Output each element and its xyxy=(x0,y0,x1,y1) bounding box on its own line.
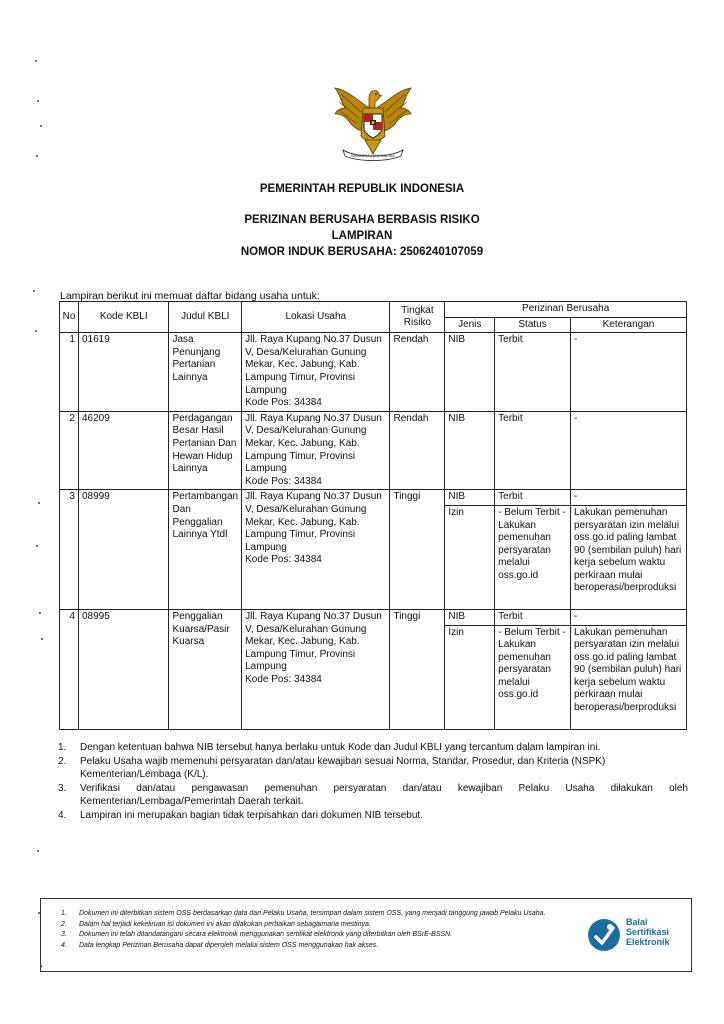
cell-judul: Penggalian Kuarsa/Pasir Kuarsa xyxy=(169,609,242,729)
cell-jenis: NIB xyxy=(445,490,495,506)
footer-note-number: 2. xyxy=(61,920,67,928)
scan-speckle xyxy=(38,912,40,914)
note-item xyxy=(58,782,688,808)
scan-speckle xyxy=(40,125,42,127)
footer-note-number: 4. xyxy=(61,941,67,949)
cell-judul: Pertambangan Dan Penggalian Lainnya Ytdl xyxy=(169,490,242,610)
cell-lokasi xyxy=(242,490,390,610)
col-header-kode: Kode KBLI xyxy=(78,302,169,333)
scan-speckle xyxy=(37,850,39,852)
cell-no: 1 xyxy=(60,333,79,412)
col-header-no: No xyxy=(60,302,79,333)
cell-judul: Jasa Penunjang Pertanian Lainnya xyxy=(169,333,242,412)
cell-status: Terbit xyxy=(495,490,571,506)
cell-risiko: Tinggi xyxy=(390,490,445,610)
bsre-logo xyxy=(586,913,686,957)
bsre-line3: Elektronik xyxy=(626,937,670,947)
note-number: 3. xyxy=(58,783,67,794)
cell-keterangan: - xyxy=(571,490,687,506)
footer-note xyxy=(61,909,591,920)
cell-jenis: NIB xyxy=(445,333,495,412)
lokasi-kodepos: Kode Pos: 34384 xyxy=(245,475,322,487)
lokasi-kodepos: Kode Pos: 34384 xyxy=(245,673,322,685)
footer-note-number: 3. xyxy=(61,931,67,938)
cell-keterangan: - xyxy=(571,333,687,412)
lokasi-address: Jll. Raya Kupang No.37 Dusun V, Desa/Kelurahan Gunung Mekar, Kec. Jabung, Kab. Lampung Timur, Provinsi Lampung xyxy=(245,610,382,673)
footer-notes xyxy=(61,909,591,951)
cell-jenis: Izin xyxy=(445,625,495,729)
note-text: Pelaku Usaha wajib memenuhi persyaratan dan/atau kewajiban sesuai Norma, Standar, Prosedur, dan Kriteria (NSPK) Kementerian/Lembaga (K/L). xyxy=(80,756,606,780)
note-number: 4. xyxy=(58,810,67,821)
scan-speckle xyxy=(36,155,38,157)
footer-note xyxy=(61,920,591,931)
col-header-perizinan: Perizinan Berusaha xyxy=(445,302,687,318)
note-text: Verifikasi dan/atau pengawasan pemenuhan persyaratan dan/atau kewajiban Pelaku Usaha dilakukan oleh xyxy=(80,783,688,794)
note-item xyxy=(58,741,688,754)
garuda-emblem xyxy=(331,80,415,166)
note-number: 1. xyxy=(58,742,67,753)
cell-risiko: Rendah xyxy=(390,411,445,490)
table-row xyxy=(60,609,687,625)
header-nib: NOMOR INDUK BERUSAHA: 2506240107059 xyxy=(240,246,484,258)
note-item xyxy=(58,755,688,781)
table-row xyxy=(60,333,687,412)
scan-speckle xyxy=(39,612,41,614)
cell-kode: 01619 xyxy=(78,333,169,412)
footer-note-text: Data lengkap Perizinan Berusaha dapat diperoleh melalui sistem OSS menggunakan hak akses. xyxy=(79,941,379,949)
header-lampiran: LAMPIRAN xyxy=(331,230,393,242)
scan-speckle xyxy=(36,545,38,547)
intro-text: Lampiran berikut ini memuat daftar bidang usaha untuk: xyxy=(60,290,320,302)
cell-status: Terbit xyxy=(495,609,571,625)
note-text-continued: Kementerian/Lembaga/Pemerintah Daerah terkait. xyxy=(80,796,304,807)
table-row xyxy=(60,490,687,506)
header-title: PERIZINAN BERUSAHA BERBASIS RISIKO xyxy=(244,214,480,226)
cell-kode: 08999 xyxy=(78,490,169,610)
cell-jenis: Izin xyxy=(445,505,495,609)
bsre-line2: Sertifikasi xyxy=(626,927,670,937)
footer-note xyxy=(61,941,591,952)
emblem-ribbon-text: BHINNEKA TUNGGAL IKA xyxy=(351,154,395,158)
cell-lokasi xyxy=(242,609,390,729)
scan-speckle xyxy=(33,290,35,292)
bsre-line1: Balai xyxy=(626,917,648,927)
scan-speckle xyxy=(38,502,40,504)
cell-judul: Perdagangan Besar Hasil Pertanian Dan Hewan Hidup Lainnya xyxy=(169,411,242,490)
scan-speckle xyxy=(40,965,42,967)
note-item xyxy=(58,809,688,822)
note-number: 2. xyxy=(58,756,67,767)
cell-status: - Belum Terbit - Lakukan pemenuhan persyaratan melalui oss.go.id xyxy=(495,625,571,729)
header-government: PEMERINTAH REPUBLIK INDONESIA xyxy=(259,183,465,195)
cell-lokasi xyxy=(242,411,390,490)
cell-jenis: NIB xyxy=(445,609,495,625)
cell-keterangan: - xyxy=(571,609,687,625)
scan-speckle xyxy=(37,100,39,102)
cell-no: 2 xyxy=(60,411,79,490)
cell-kode: 46209 xyxy=(78,411,169,490)
col-header-jenis: Jenis xyxy=(445,317,495,333)
scan-speckle xyxy=(35,330,37,332)
footer-box xyxy=(40,898,692,972)
footer-note-text: Dalam hal terjadi kekeliruan isi dokumen ini akan dilakukan perbaikan sebagaimana mestinya. xyxy=(79,920,371,928)
lokasi-kodepos: Kode Pos: 34384 xyxy=(245,397,322,409)
col-header-judul: Judul KBLI xyxy=(169,302,242,333)
cell-status: - Belum Terbit - Lakukan pemenuhan persyaratan melalui oss.go.id xyxy=(495,505,571,609)
scan-speckle xyxy=(35,60,37,62)
cell-risiko: Rendah xyxy=(390,333,445,412)
kbli-table xyxy=(59,301,687,730)
note-text: Lampiran ini merupakan bagian tidak terpisahkan dari dokumen NIB tersebut. xyxy=(80,810,423,821)
footer-note-text: Dokumen ini telah ditandatangani secara elektronik menggunakan sertifikat elektronik yang diterbitkan oleh BSrE-BSSN. xyxy=(79,931,453,938)
lokasi-kodepos: Kode Pos: 34384 xyxy=(245,554,322,566)
col-header-tingkat: Tingkat Risiko xyxy=(390,302,445,333)
col-header-lokasi: Lokasi Usaha xyxy=(242,302,390,333)
lokasi-address: Jll. Raya Kupang No.37 Dusun V, Desa/Kelurahan Gunung Mekar, Kec. Jabung, Kab. Lampung Timur, Provinsi Lampung xyxy=(245,334,382,396)
table-row xyxy=(60,411,687,490)
scan-speckle xyxy=(41,638,43,640)
col-header-keterangan: Keterangan xyxy=(571,317,687,333)
bsre-logo-icon xyxy=(586,917,622,953)
cell-keterangan: Lakukan pemenuhan persyaratan izin melalui oss.go.id paling lambat 90 (sembilan puluh) hari kerja sebelum waktu perkiraan mulai beroperasi/berproduksi xyxy=(571,625,687,729)
cell-no: 3 xyxy=(60,490,79,610)
cell-risiko: Tinggi xyxy=(390,609,445,729)
cell-no: 4 xyxy=(60,609,79,729)
lokasi-address: Jll. Raya Kupang No.37 Dusun V, Desa/Kelurahan Gunung Mekar, Kec. Jabung, Kab. Lampung Timur, Provinsi Lampung xyxy=(245,412,382,475)
cell-jenis: NIB xyxy=(445,411,495,490)
col-header-status: Status xyxy=(495,317,571,333)
lokasi-address: Jll. Raya Kupang No.37 Dusun V, Desa/Kelurahan Gunung Mekar, Kec. Jabung, Kab. Lampung Timur, Provinsi Lampung xyxy=(245,491,382,553)
cell-status: Terbit xyxy=(495,411,571,490)
note-text: Dengan ketentuan bahwa NIB tersebut hanya berlaku untuk Kode dan Judul KBLI yang tercantum dalam lampiran ini. xyxy=(80,742,601,753)
footer-note-number: 1. xyxy=(61,910,67,917)
bsre-logo-text xyxy=(626,917,670,947)
cell-lokasi xyxy=(242,333,390,412)
cell-status: Terbit xyxy=(495,333,571,412)
cell-keterangan: Lakukan pemenuhan persyaratan izin melalui oss.go.id paling lambat 90 (sembilan puluh) hari kerja sebelum waktu perkiraan mulai beroperasi/berproduksi xyxy=(571,505,687,609)
cell-keterangan: - xyxy=(571,411,687,490)
notes-list xyxy=(58,741,688,823)
footer-note-text: Dokumen ini diterbitkan sistem OSS berdasarkan data dari Pelaku Usaha, tersimpan dalam sistem OSS, yang menjadi tanggung jawab Pelaku Usaha. xyxy=(79,910,546,917)
footer-note xyxy=(61,930,591,941)
cell-kode: 08995 xyxy=(78,609,169,729)
